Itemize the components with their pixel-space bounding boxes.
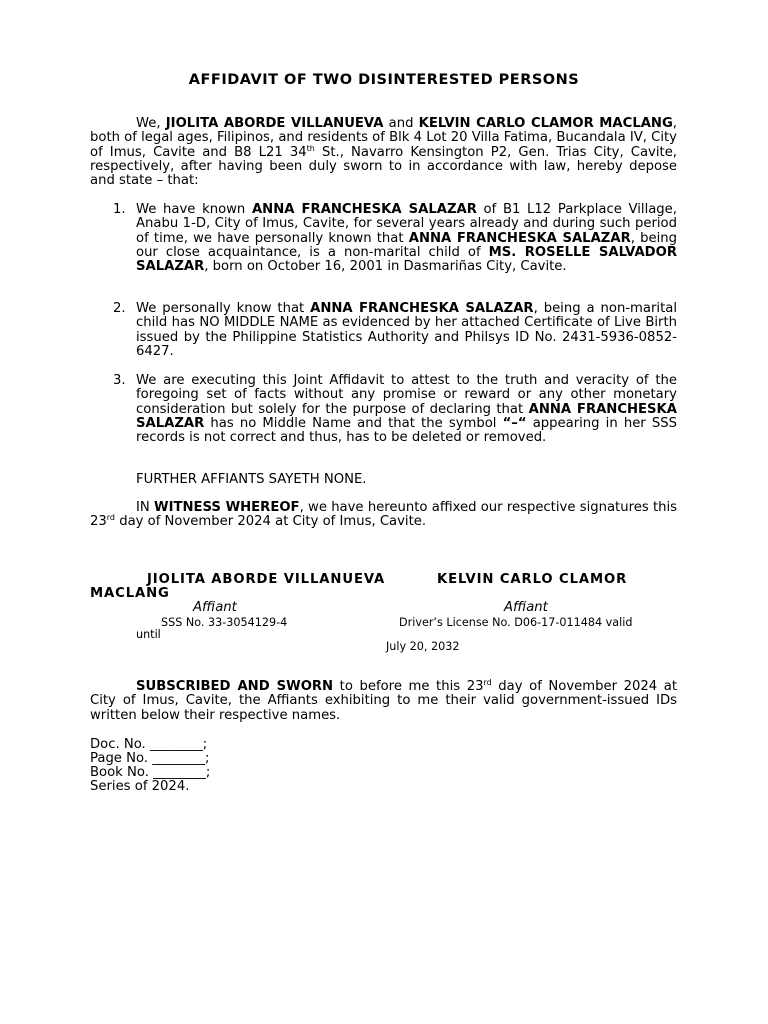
item-text: has no Middle Name and that the symbol [204,415,503,431]
intro-superscript: th [306,143,315,153]
affiant-1-name: JIOLITA ABORDE VILLANUEVA [165,116,384,131]
witness-paragraph [90,501,677,530]
jurat-paragraph [90,680,677,723]
item-text: , born on October 16, 2001 in Dasmariñas City, Cavite. [204,259,567,275]
child-name: ANNA FRANCHESKA SALAZAR [251,202,477,217]
child-name: ANNA FRANCHESKA SALAZAR [310,301,534,316]
affiant-label-1: Affiant [193,600,237,615]
subscribed-and-sworn: SUBSCRIBED AND SWORN [136,679,334,694]
intro-text-4: St., Navarro Kensington P2, Gen. Trias City, Cavite, respectively, after having been duly sworn to in accordance with law, hereby depose and state – that: [90,144,677,189]
series-line: Series of 2024. [90,779,190,794]
item-text: We are executing this Joint Affidavit to attest to the truth and veracity of the foregoing set of facts without any promise or reward or any other monetary consideration but solely for the purpose of declaring that [136,373,677,417]
child-name: ANNA FRANCHESKA SALAZAR [408,230,631,246]
witness-text: , we have hereunto affixed our respective signatures this 23 [90,500,678,530]
license-valid-date: July 20, 2032 [386,640,460,653]
signature-name-2: KELVIN CARLO CLAMOR [437,572,628,587]
jurat-text: day of November 2024 at City of Imus, Cavite, the Affiants exhibiting to me their valid government-issued IDs written below their respective names. [90,679,677,723]
item-text: , being our close acquaintance, is a non-marital child of [136,230,678,260]
list-item-2 [113,302,677,359]
witness-whereof: WITNESS WHEREOF [154,500,300,515]
item-text: , being a non-marital child has NO MIDDLE NAME as evidenced by her attached Certificate of Live Birth issued by the Philippine Statistics Authority and Philsys ID No. 2431-5936-0852-6427. [136,301,677,359]
item-text: appearing in her SSS records is not correct and thus, has to be deleted or removed. [136,415,677,446]
affiant-label-2: Affiant [504,600,548,615]
further-affiants-line: FURTHER AFFIANTS SAYETH NONE. [136,472,367,487]
item-number: 3. [113,373,126,388]
intro-paragraph [90,117,677,188]
page-number-line: Page No. ________; [90,751,210,766]
symbol-text: “–“ [502,415,527,431]
valid-until-label: until [136,628,161,641]
mother-name: MS. ROSELLE SALVADOR SALAZAR [136,244,677,275]
child-name: ANNA FRANCHESKA SALAZAR [136,401,677,431]
witness-superscript: rd [106,513,116,523]
witness-text: IN [136,500,155,515]
item-number: 2. [113,301,126,316]
book-number-line: Book No. ________; [90,765,211,780]
item-text: of B1 L12 Parkplace Village, Anabu 1-D, City of Imus, Cavite, for several years already and during such period of time, we have personally known that [136,202,677,246]
document-title: AFFIDAVIT OF TWO DISINTERESTED PERSONS [188,72,580,88]
jurat-text: to before me this 23 [333,679,484,694]
item-text: We personally know that [136,301,311,316]
intro-text-3: , both of legal ages, Filipinos, and residents of Blk 4 Lot 20 Villa Fatima, Bucandala IV, City of Imus, Cavite and B8 L21 34 [90,116,677,160]
affiant-2-name: KELVIN CARLO CLAMOR MACLANG [418,116,673,131]
jurat-superscript: rd [483,678,492,687]
doc-number-line: Doc. No. ________; [90,737,208,752]
signature-name-1: JIOLITA ABORDE VILLANUEVA [147,572,386,587]
intro-text-1: We, [136,116,166,131]
witness-text: day of November 2024 at City of Imus, Cavite. [115,514,427,530]
list-item-3 [113,374,677,445]
item-text: We have known [136,202,252,217]
item-number: 1. [113,202,126,217]
drivers-license-id: Driver’s License No. D06-17-011484 valid [399,616,633,629]
list-item-1 [113,203,677,274]
signature-name-2-continued: MACLANG [90,586,170,601]
sss-id: SSS No. 33-3054129-4 [161,616,288,629]
intro-text-2: and [383,116,419,131]
